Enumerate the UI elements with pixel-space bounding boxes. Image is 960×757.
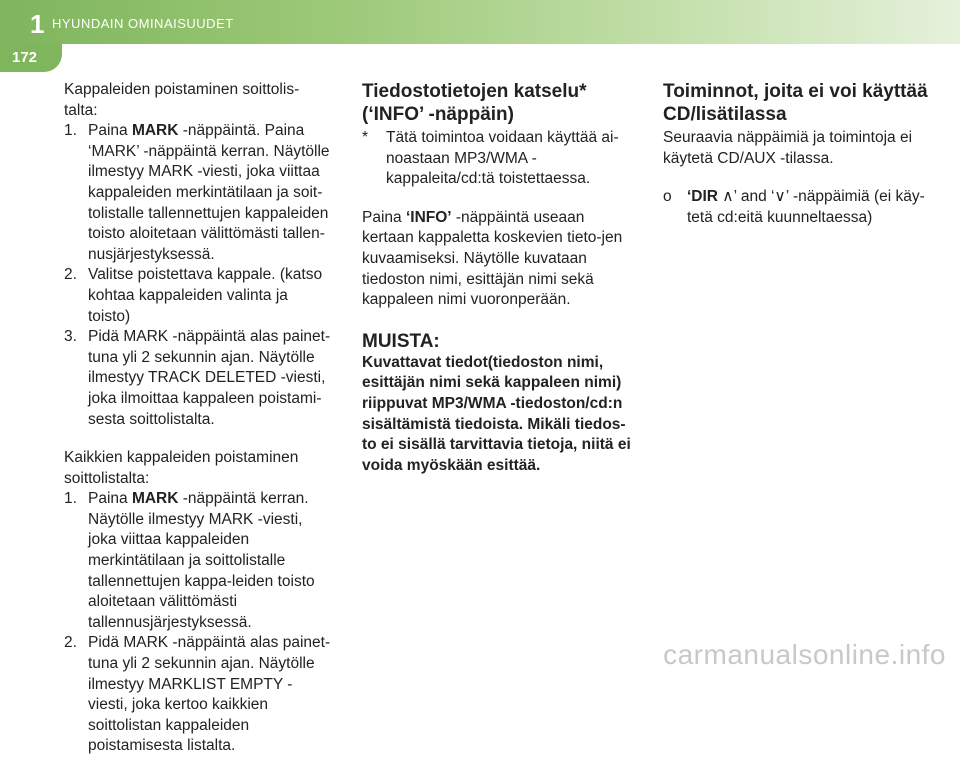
column-middle	[362, 80, 634, 476]
info-paragraph: Paina ‘INFO’ -näppäintä useaan kertaan kappaletta koskevien tieto-jen kuvaamiseksi. Näytölle kuvataan tiedoston nimi, esittäjän nimi sekä kappaleen nimi vuoronperään.	[362, 208, 623, 309]
unavailable-functions-intro: Seuraavia näppäimiä ja toimintoja ei käytetä CD/AUX -tilassa.	[663, 129, 913, 167]
list-item: 2. Valitse poistettava kappale. (katso kohtaa kappaleiden valinta ja toisto)	[64, 266, 323, 325]
bullet-icon: o	[663, 188, 672, 206]
header-band	[0, 0, 960, 44]
asterisk-icon: *	[362, 129, 369, 146]
note-text: Kuvattavat tiedot(tiedoston nimi, esittäjän nimi sekä kappaleen nimi) riippuvat MP3/WMA -tiedoston/cd:n sisältämistä tiedoista. Mikäli tiedos-to ei sisällä tarvittavia tietoja, niitä ei voida myöskään esittää.	[362, 353, 631, 474]
chapter-number: 1	[30, 9, 45, 39]
delete-tracks-steps	[64, 121, 332, 430]
page-number-tab	[0, 44, 62, 72]
delete-tracks-intro: Kappaleiden poistaminen soittolis-talta:	[64, 81, 300, 119]
list-item: 3. Pidä MARK -näppäintä alas painet-tuna yli 2 sekunnin ajan. Näytölle ilmestyy TRACK DELETED -viesti, joka ilmoittaa kappaleen poistami-sesta soittolistalta.	[64, 328, 331, 428]
note-title: MUISTA:	[362, 330, 440, 352]
delete-all-intro: Kaikkien kappaleiden poistaminen soittolistalta:	[64, 449, 299, 487]
chapter-title: HYUNDAIN OMINAISUUDET	[52, 16, 234, 31]
list-item: o ‘DIR ∧’ and ‘∨’ -näppäimiä (ei käy-tetä cd:eitä kuunneltaessa)	[663, 188, 925, 226]
list-item: 1. Paina MARK -näppäintä kerran. Näytölle ilmestyy MARK -viesti, joka viittaa kappaleiden merkintätilaan ja soittolistalle tallennettujen kappa-leiden toisto aloitetaan välittömästi tallennusjärjestyksessä.	[64, 490, 315, 631]
watermark: carmanualsonline.info	[663, 639, 946, 670]
delete-all-steps	[64, 489, 332, 757]
page-number: 172	[12, 49, 38, 66]
column-left	[64, 80, 332, 757]
info-note: * Tätä toimintoa voidaan käyttää ai-noastaan MP3/WMA -kappaleita/cd:tä toistettaessa.	[362, 129, 619, 188]
list-item: 2. Pidä MARK -näppäintä alas painet-tuna yli 2 sekunnin ajan. Näytölle ilmestyy MARKLIST EMPTY -viesti, joka kertoo kaikkien soittolistan kappaleiden poistamisesta listalta.	[64, 634, 331, 755]
unavailable-functions-heading: Toiminnot, joita ei voi käyttää CD/lisätilassa	[663, 81, 928, 125]
info-heading: Tiedostotietojen katselu* (‘INFO’ -näppäin)	[362, 81, 587, 125]
list-item: 1. Paina MARK -näppäintä. Paina ‘MARK’ -näppäintä kerran. Näytölle ilmestyy MARK -viesti, joka viittaa kappaleiden merkintätilaan ja soit-tolistalle tallennettujen kappaleiden toisto aloitetaan välittömästi tallen-nusjärjestyksessä.	[64, 122, 330, 263]
column-right	[663, 80, 933, 228]
